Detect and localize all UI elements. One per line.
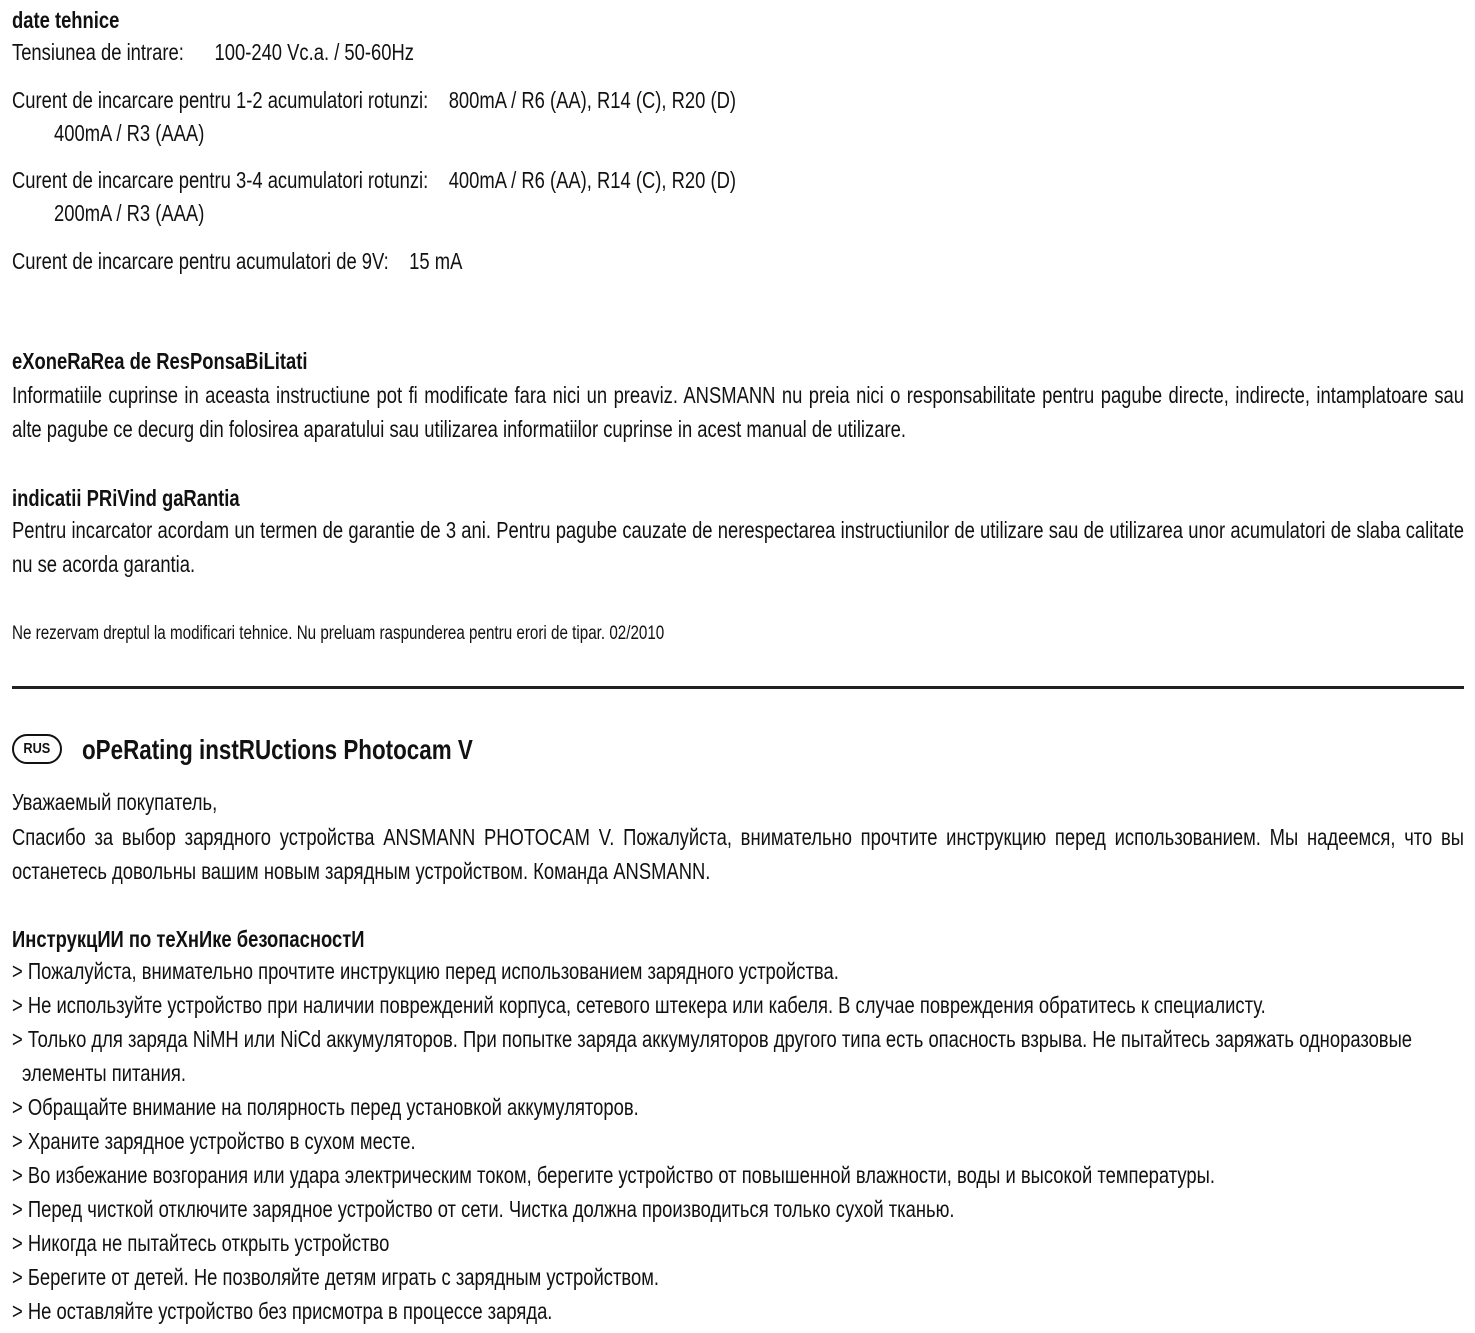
footnote-text: Ne rezervam dreptul la modificari tehnice. Nu preluam raspunderea pentru erori de tipar. 02/2010 xyxy=(12,623,665,644)
rus-safety-item xyxy=(12,1261,821,1294)
rus-safety-item-continuation xyxy=(22,1057,227,1090)
document-page xyxy=(12,0,1464,1333)
tech-line-current-3-4 xyxy=(12,164,917,197)
rus-intro-paragraph xyxy=(12,820,1475,888)
rus-safety-item-text: > Не используйте устройство при наличии повреждений корпуса, сетевого штекера или кабеля. В случае повреждения обратитесь к специалисту. xyxy=(12,992,1266,1018)
rus-title xyxy=(82,733,571,767)
rus-safety-heading-text: ИнструкцИИ по теХнИке безопасностИ xyxy=(12,926,365,952)
tech-line-current-1-2 xyxy=(12,84,917,117)
warranty-paragraph xyxy=(12,513,1475,581)
rus-safety-item xyxy=(12,1023,1475,1056)
rus-safety-item-text: > Во избежание возгорания или удара электрическим током, берегите устройство от повышенной влажности, воды и высокой температуры. xyxy=(12,1162,1215,1188)
rus-safety-item xyxy=(12,1159,1475,1192)
tech-line-current-9v xyxy=(12,245,575,278)
rus-safety-item-text: > Никогда не пытайтесь открыть устройство xyxy=(12,1230,390,1256)
rus-safety-item-text: > Перед чисткой отключите зарядное устройство от сети. Чистка должна производиться только сухой тканью. xyxy=(12,1196,955,1222)
rus-safety-item xyxy=(12,1125,516,1158)
rus-badge-label: RUS xyxy=(23,740,51,757)
rus-safety-item xyxy=(12,1091,795,1124)
tech-line-current-1-2-aaa xyxy=(54,117,242,150)
rus-safety-item xyxy=(12,1193,1190,1226)
tech-heading-text: date tehnice xyxy=(12,7,120,33)
rus-safety-item-text: > Пожалуйста, внимательно прочтите инструкцию перед использованием зарядного устройства. xyxy=(12,958,839,984)
tech-line-input-voltage xyxy=(12,36,514,69)
tech-line-current-3-4-aaa xyxy=(54,197,242,230)
tech-line-text: Curent de incarcare pentru acumulatori de 9V: 15 mA xyxy=(12,248,463,274)
rus-safety-item-text: элементы питания. xyxy=(22,1060,186,1086)
rus-safety-item xyxy=(12,1227,484,1260)
rus-language-badge xyxy=(12,734,62,764)
warranty-text: Pentru incarcator acordam un termen de garantie de 3 ani. Pentru pagube cauzate de nerespectarea instructiunilor de utilizare sau de utilizarea unor acumulatori de slaba calitate nu se acorda garantia. xyxy=(12,517,1464,577)
section-divider xyxy=(12,686,1464,689)
disclaimer-heading xyxy=(12,347,381,375)
rus-safety-item-text: > Только для заряда NiMH или NiCd аккумуляторов. При попытке заряда аккумуляторов другого типа есть опасность взрыва. Не пытайтесь заряжать одноразовые xyxy=(12,1026,1413,1052)
rus-safety-heading xyxy=(12,925,453,953)
tech-line-text: Curent de incarcare pentru 1-2 acumulatori rotunzi: 800mA / R6 (AA), R14 (C), R20 (D) xyxy=(12,87,737,113)
rus-intro-text: Спасибо за выбор зарядного устройства ANSMANN PHOTOCAM V. Пожалуйста, внимательно прочтите инструкцию перед использованием. Мы надеемся, что вы останетесь довольны вашим новым зарядным устройством. Команда ANSMANN. xyxy=(12,824,1464,884)
rus-safety-item xyxy=(12,1295,688,1328)
tech-line-text: Tensiunea de intrare: 100-240 Vc.a. / 50-60Hz xyxy=(12,39,414,65)
rus-safety-item xyxy=(12,955,1046,988)
rus-greeting xyxy=(12,786,269,819)
rus-safety-item-text: > Храните зарядное устройство в сухом месте. xyxy=(12,1128,416,1154)
tech-line-text: 200mA / R3 (AAA) xyxy=(54,200,205,226)
disclaimer-paragraph xyxy=(12,378,1475,446)
warranty-heading xyxy=(12,484,297,512)
rus-safety-item-text: > Берегите от детей. Не позволяйте детям играть с зарядным устройством. xyxy=(12,1264,659,1290)
rus-title-text: oPeRating instRUctions Photocam V xyxy=(82,734,473,765)
tech-line-text: 400mA / R3 (AAA) xyxy=(54,120,205,146)
warranty-heading-text: indicatii PRiVind gaRantia xyxy=(12,485,240,511)
disclaimer-text: Informatiile cuprinse in aceasta instructiune pot fi modificate fara nici un preaviz. ANSMANN nu preia nici o responsabilitate pentru pagube directe, indirecte, intamplatoare sau alte pagube ce decurg din folosirea aparatului sau utilizarea informatiilor cuprinse in acest manual de utilizare. xyxy=(12,382,1464,442)
disclaimer-heading-text: eXoneRaRea de ResPonsaBiLitati xyxy=(12,348,308,374)
rus-safety-item-text: > Обращайте внимание на полярность перед установкой аккумуляторов. xyxy=(12,1094,639,1120)
footnote xyxy=(12,622,827,646)
rus-safety-item-text: > Не оставляйте устройство без присмотра в процессе заряда. xyxy=(12,1298,553,1324)
rus-greeting-text: Уважаемый покупатель, xyxy=(12,789,218,815)
tech-heading xyxy=(12,6,146,34)
rus-safety-item xyxy=(12,989,1475,1022)
tech-line-text: Curent de incarcare pentru 3-4 acumulatori rotunzi: 400mA / R6 (AA), R14 (C), R20 (D) xyxy=(12,167,737,193)
